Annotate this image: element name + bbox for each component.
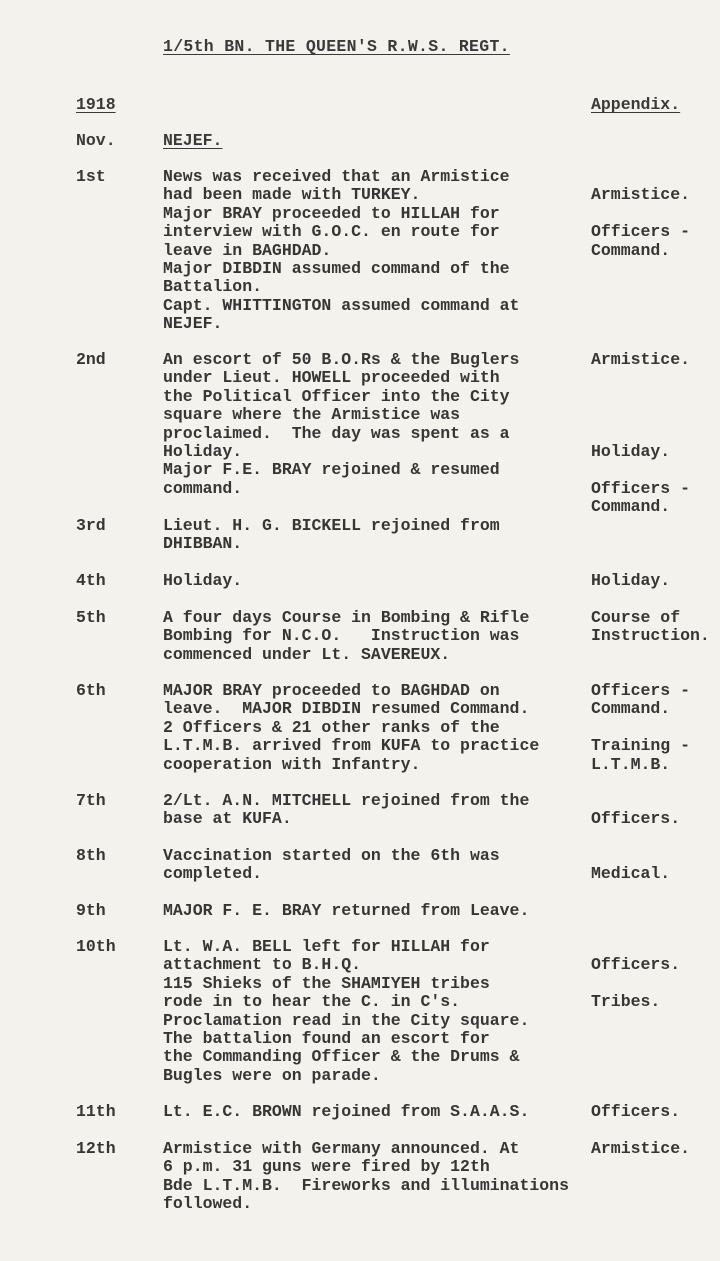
entry-line: Capt. WHITTINGTON assumed command at xyxy=(163,295,520,315)
place-heading: NEJEF. xyxy=(163,131,223,150)
entry-appendix xyxy=(591,1140,690,1158)
entry-line: Bde L.T.M.B. Fireworks and illuminations xyxy=(163,1175,569,1195)
entry-appendix xyxy=(591,609,710,646)
appendix-note: Training - xyxy=(591,736,691,756)
entry-line: Bombing for N.C.O. Instruction was xyxy=(163,626,520,646)
entry-line: Major F.E. BRAY rejoined & resumed xyxy=(163,460,500,480)
entry-line: followed. xyxy=(163,1194,253,1214)
appendix-note: Tribes. xyxy=(591,992,661,1012)
appendix-note xyxy=(591,388,690,406)
entry-line: Holiday. xyxy=(163,571,243,590)
entry-line: 115 Shieks of the SHAMIYEH tribes xyxy=(163,973,490,993)
entry-text xyxy=(163,1103,529,1121)
appendix-note xyxy=(591,847,670,865)
entry-line: attachment to B.H.Q. xyxy=(163,955,362,975)
appendix-note xyxy=(591,205,690,223)
appendix-note xyxy=(591,975,680,993)
entry-day: 9th xyxy=(76,901,106,920)
entry-appendix xyxy=(591,168,690,260)
entry-day: 4th xyxy=(76,571,106,590)
entry-text xyxy=(163,168,519,334)
appendix-note: Officers - xyxy=(591,681,691,700)
appendix-note xyxy=(591,425,690,443)
appendix-note xyxy=(591,461,690,479)
entry-line: DHIBBAN. xyxy=(163,534,243,554)
entry-line: had been made with TURKEY. xyxy=(163,185,421,205)
entry-line: L.T.M.B. arrived from KUFA to practice xyxy=(163,736,540,756)
entry-line: The battalion found an escort for xyxy=(163,1028,490,1048)
entry-line: command. xyxy=(163,478,243,498)
entry-line: commenced under Lt. SAVEREUX. xyxy=(163,644,451,664)
appendix-note: Armistice. xyxy=(591,185,691,205)
appendix-note xyxy=(591,369,690,387)
month-label: Nov. xyxy=(76,131,116,150)
entry-day: 3rd xyxy=(76,516,106,535)
entry-appendix xyxy=(591,682,690,774)
entry-line: proclaimed. The day was spent as a xyxy=(163,423,510,443)
entry-line: An escort of 50 B.O.Rs & the Buglers xyxy=(163,350,520,369)
entry-text xyxy=(163,572,242,590)
entry-day: 12th xyxy=(76,1139,116,1158)
appendix-heading: Appendix. xyxy=(591,95,681,114)
entry-line: Armistice with Germany announced. At xyxy=(163,1139,520,1158)
entry-day: 11th xyxy=(76,1102,116,1121)
appendix-note: Holiday. xyxy=(591,441,671,461)
entry-day: 2nd xyxy=(76,350,106,369)
appendix-note: Holiday. xyxy=(591,571,671,590)
entry-day: 8th xyxy=(76,846,106,865)
entry-text xyxy=(163,792,529,829)
appendix-note: Armistice. xyxy=(591,1139,691,1158)
entry-text xyxy=(163,1140,569,1214)
appendix-note: Command. xyxy=(591,497,671,517)
entry-line: base at KUFA. xyxy=(163,809,292,829)
appendix-note xyxy=(591,406,690,424)
year-heading: 1918 xyxy=(76,95,116,114)
entry-line: MAJOR BRAY proceeded to BAGHDAD on xyxy=(163,681,500,700)
entry-line: leave in BAGHDAD. xyxy=(163,240,332,260)
entry-line: Major DIBDIN assumed command of the xyxy=(163,258,510,278)
appendix-note xyxy=(591,792,680,810)
appendix-note xyxy=(591,938,680,956)
entry-text xyxy=(163,517,500,554)
appendix-note: Command. xyxy=(591,699,671,719)
appendix-note: L.T.M.B. xyxy=(591,754,671,774)
appendix-note: Medical. xyxy=(591,864,671,884)
appendix-note: Officers - xyxy=(591,222,691,242)
entry-line: square where the Armistice was xyxy=(163,405,461,425)
entry-line: 2/Lt. A.N. MITCHELL rejoined from the xyxy=(163,791,530,810)
appendix-note: Officers - xyxy=(591,478,691,498)
entry-day: 7th xyxy=(76,791,106,810)
entry-day: 6th xyxy=(76,681,106,700)
appendix-note: Officers. xyxy=(591,955,681,975)
entry-line: Lt. W.A. BELL left for HILLAH for xyxy=(163,937,490,956)
appendix-note: Course of xyxy=(591,608,681,627)
entry-line: Lieut. H. G. BICKELL rejoined from xyxy=(163,516,500,535)
entry-line: the Political Officer into the City xyxy=(163,386,510,406)
entry-text xyxy=(163,682,539,774)
entry-appendix xyxy=(591,938,680,1012)
entry-line: Bugles were on parade. xyxy=(163,1065,381,1085)
entry-appendix xyxy=(591,847,670,884)
entry-appendix xyxy=(591,792,680,829)
entry-line: leave. MAJOR DIBDIN resumed Command. xyxy=(163,699,530,719)
entry-line: completed. xyxy=(163,864,263,884)
appendix-note: Officers. xyxy=(591,809,681,829)
entry-day: 1st xyxy=(76,167,106,186)
entry-line: Lt. E.C. BROWN rejoined from S.A.A.S. xyxy=(163,1102,530,1121)
appendix-note xyxy=(591,168,690,186)
entry-line: under Lieut. HOWELL proceeded with xyxy=(163,368,500,388)
entry-line: News was received that an Armistice xyxy=(163,167,510,186)
entry-text xyxy=(163,847,500,884)
appendix-note: Armistice. xyxy=(591,350,691,369)
appendix-note: Instruction. xyxy=(591,626,710,646)
entry-line: Vaccination started on the 6th was xyxy=(163,846,500,865)
entry-appendix xyxy=(591,1103,680,1121)
entry-line: Major BRAY proceeded to HILLAH for xyxy=(163,203,500,223)
entry-line: rode in to hear the C. in C's. xyxy=(163,992,461,1012)
entry-day: 10th xyxy=(76,937,116,956)
entry-line: A four days Course in Bombing & Rifle xyxy=(163,608,530,627)
entry-line: the Commanding Officer & the Drums & xyxy=(163,1047,520,1067)
entry-line: Holiday. xyxy=(163,441,243,461)
entry-appendix xyxy=(591,572,670,590)
appendix-note: Officers. xyxy=(591,1102,681,1121)
page-title: 1/5th BN. THE QUEEN'S R.W.S. REGT. xyxy=(163,37,510,56)
entry-text xyxy=(163,609,529,664)
appendix-note xyxy=(591,719,690,737)
entry-text xyxy=(163,938,529,1085)
appendix-note: Command. xyxy=(591,240,671,260)
entry-line: NEJEF. xyxy=(163,314,223,334)
entry-appendix xyxy=(591,351,690,517)
entry-day: 5th xyxy=(76,608,106,627)
entry-text xyxy=(163,351,519,498)
entry-text xyxy=(163,902,529,920)
entry-line: cooperation with Infantry. xyxy=(163,754,421,774)
entry-line: interview with G.O.C. en route for xyxy=(163,222,500,242)
entry-line: Battalion. xyxy=(163,277,263,297)
entry-line: 2 Officers & 21 other ranks of the xyxy=(163,717,500,737)
entry-line: 6 p.m. 31 guns were fired by 12th xyxy=(163,1157,490,1177)
entry-line: Proclamation read in the City square. xyxy=(163,1010,530,1030)
entry-line: MAJOR F. E. BRAY returned from Leave. xyxy=(163,901,530,920)
